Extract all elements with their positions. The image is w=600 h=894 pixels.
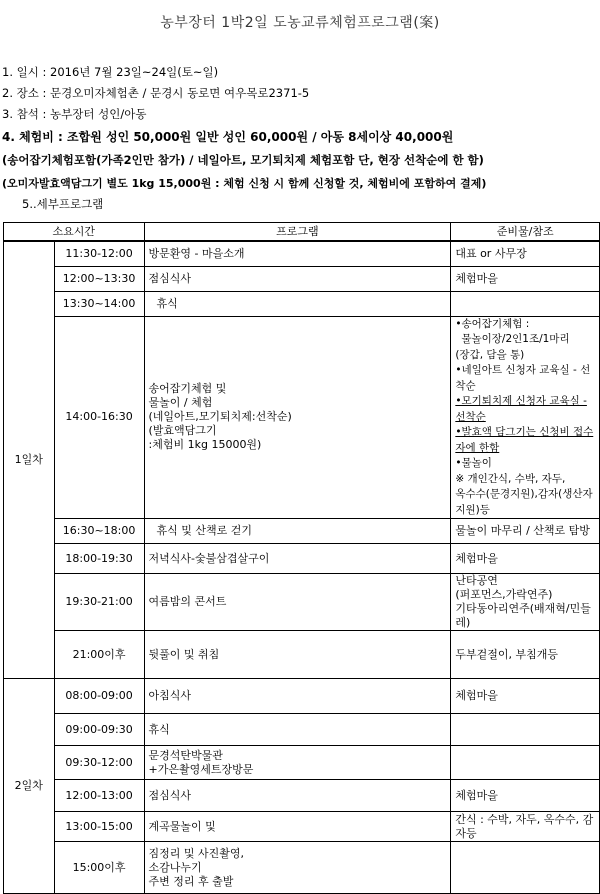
table-row xyxy=(4,780,600,812)
table-row xyxy=(4,631,600,679)
page-title: 농부장터 1박2일 도농교류체험프로그램(案) xyxy=(160,15,440,31)
prep-line: •모기퇴치제 신청자 교육실 - 선착순 xyxy=(455,395,587,423)
program-line: 소감나누기 xyxy=(148,860,202,874)
program-line: +가은촬영세트장방문 xyxy=(148,762,254,776)
day2-label: 2일차 xyxy=(4,679,55,894)
table-row xyxy=(4,746,600,780)
table-row xyxy=(4,842,600,894)
row-prep xyxy=(451,746,600,780)
table-row xyxy=(4,519,600,544)
row-time: 11:30-12:00 xyxy=(54,241,144,266)
program-line: :체험비 1kg 15000원) xyxy=(148,438,262,452)
prep-line: •네일아트 신청자 교육실 - 선착순 xyxy=(455,364,591,392)
row-time: 12:00~13:30 xyxy=(54,266,144,291)
prep-line: 옥수수(문경지원),감자(생산자지원)등 xyxy=(455,488,593,516)
table-row xyxy=(4,316,600,519)
row-time: 09:00-09:30 xyxy=(54,714,144,746)
row-prep: 체험마을 xyxy=(451,780,600,812)
header-time: 소요시간 xyxy=(4,223,145,242)
header-prep: 준비물/참조 xyxy=(451,223,600,242)
info-section5: 5..세부프로그램 xyxy=(22,197,104,211)
row-prep: 물놀이 마무리 / 산책로 탐방 xyxy=(451,519,600,544)
prep-line: 물놀이장/2인1조/1마리 xyxy=(461,333,570,345)
row-program xyxy=(144,746,451,780)
prep-line: 기타동아리연주(배재혁/민들레) xyxy=(455,602,591,629)
schedule-table xyxy=(3,222,600,894)
info-date: 1. 일시 : 2016년 7월 23일~24일(토~일) xyxy=(2,65,219,79)
row-time: 16:30~18:00 xyxy=(54,519,144,544)
prep-line: ※ 개인간식, 수박, 자두, xyxy=(455,472,566,485)
table-row xyxy=(4,679,600,714)
program-line: 주변 정리 후 출발 xyxy=(148,874,234,888)
row-prep xyxy=(451,842,600,894)
row-time: 13:30~14:00 xyxy=(54,291,144,316)
table-row xyxy=(4,574,600,631)
row-prep: 두부겉절이, 부침개등 xyxy=(451,631,600,679)
table-row xyxy=(4,714,600,746)
row-program: 방문환영 - 마을소개 xyxy=(144,241,451,266)
row-program: 저녁식사-숯불삼겹살구이 xyxy=(144,544,451,574)
row-program: 점심식사 xyxy=(144,266,451,291)
row-prep: 체험마을 xyxy=(451,544,600,574)
row-program: 뒷풀이 및 취침 xyxy=(144,631,451,679)
row-time: 14:00-16:30 xyxy=(54,316,144,519)
prep-line: 난타공연 xyxy=(455,574,498,587)
row-program: 휴식 xyxy=(144,291,451,316)
row-prep: 대표 or 사무장 xyxy=(451,241,600,266)
row-prep xyxy=(451,291,600,316)
row-program: 아침식사 xyxy=(144,679,451,714)
row-time: 21:00이후 xyxy=(54,631,144,679)
table-row xyxy=(4,812,600,842)
program-line: 짐정리 및 사진촬영, xyxy=(148,846,245,860)
program-line: (발효액담그기 xyxy=(148,424,217,438)
row-prep: 체험마을 xyxy=(451,266,600,291)
row-time: 19:30-21:00 xyxy=(54,574,144,631)
row-program: 휴식 및 산책로 걷기 xyxy=(144,519,451,544)
row-program xyxy=(144,316,451,519)
info-fee-note1: (송어잡기체험포함(가족2인만 참가) / 네일아트, 모기퇴치제 체험포함 단, 현장 선착순에 한 함) xyxy=(2,153,484,167)
prep-line: •발효액 담그기는 신청비 접수자에 한함 xyxy=(455,426,594,454)
info-participants: 3. 참석 : 농부장터 성인/아동 xyxy=(2,107,147,121)
info-place: 2. 장소 : 문경오미자체험촌 / 문경시 동로면 여우목로2371-5 xyxy=(2,86,310,100)
row-time: 09:30-12:00 xyxy=(54,746,144,780)
info-fee-note2: (오미자발효액담그기 별도 1kg 15,000원 : 체험 신청 시 함께 신청할 것, 체험비에 포함하여 결제) xyxy=(2,177,487,190)
header-program: 프로그램 xyxy=(144,223,451,242)
table-row xyxy=(4,241,600,266)
row-prep: 간식 : 수박, 자두, 옥수수, 감자등 xyxy=(451,812,600,842)
program-line: 문경석탄박물관 xyxy=(148,748,223,762)
table-row xyxy=(4,544,600,574)
prep-line: (장갑, 담을 통) xyxy=(455,348,525,361)
row-program: 여름밤의 콘서트 xyxy=(144,574,451,631)
row-time: 15:00이후 xyxy=(54,842,144,894)
row-program: 계곡물놀이 및 xyxy=(144,812,451,842)
day1-label: 1일차 xyxy=(4,241,55,679)
row-program: 휴식 xyxy=(144,714,451,746)
row-prep xyxy=(451,316,600,519)
row-prep: 체험마을 xyxy=(451,679,600,714)
info-fee: 4. 체험비 : 조합원 성인 50,000원 일반 성인 60,000원 / 아동 8세이상 40,000원 xyxy=(2,130,454,144)
program-line: 물놀이 / 체험 xyxy=(148,396,213,410)
row-time: 13:00-15:00 xyxy=(54,812,144,842)
row-time: 12:00-13:00 xyxy=(54,780,144,812)
prep-line: •물놀이 xyxy=(455,457,492,469)
row-program xyxy=(144,842,451,894)
row-prep xyxy=(451,714,600,746)
program-line: 송어잡기체험 및 xyxy=(148,382,227,396)
prep-line: (퍼포먼스,가락연주) xyxy=(455,588,553,601)
program-line: (네일아트,모기퇴치제:선착순) xyxy=(148,410,292,424)
row-prep xyxy=(451,574,600,631)
table-row xyxy=(4,266,600,291)
table-row xyxy=(4,291,600,316)
row-time: 18:00-19:30 xyxy=(54,544,144,574)
prep-line: •송어잡기체험 : xyxy=(455,317,530,330)
row-program: 점심식사 xyxy=(144,780,451,812)
row-time: 08:00-09:00 xyxy=(54,679,144,714)
